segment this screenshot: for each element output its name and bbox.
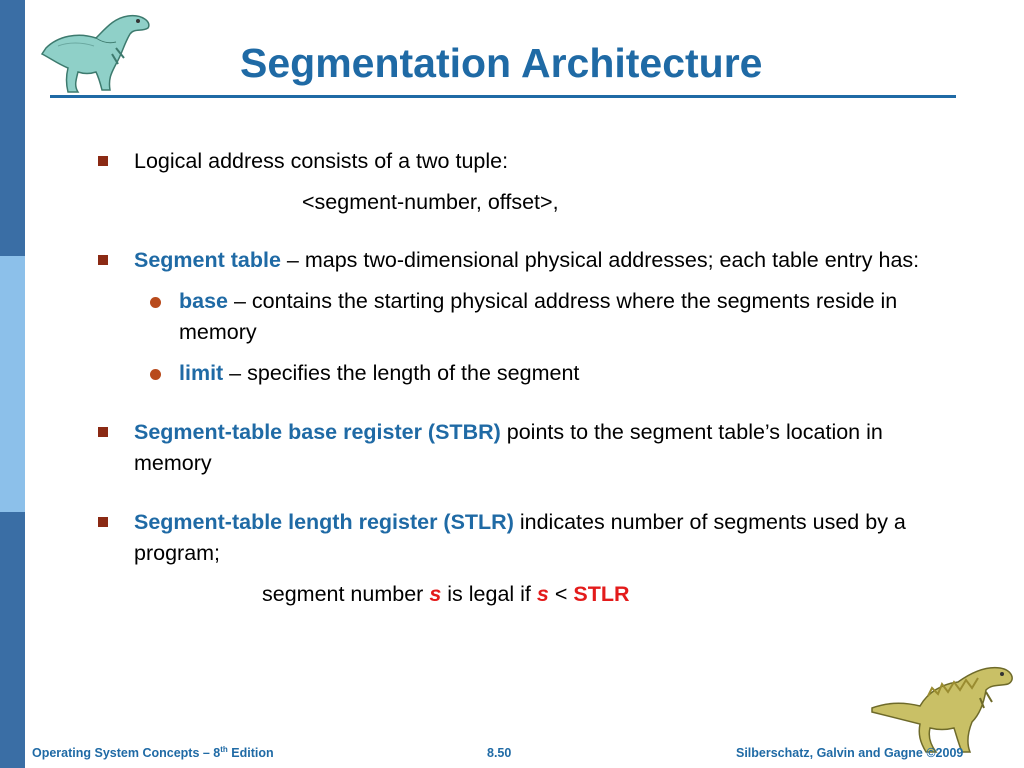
tuple-line: <segment-number, offset>, bbox=[302, 190, 559, 214]
dinosaur-icon bbox=[868, 662, 1018, 758]
bullet-stlr bbox=[96, 507, 956, 569]
variable-s: s bbox=[429, 582, 442, 606]
term-stbr: Segment-table base register (STBR) bbox=[134, 420, 501, 444]
term-segment-table: Segment table bbox=[134, 248, 281, 272]
bullet-text: – maps two-dimensional physical addresses; each table entry has: bbox=[280, 248, 920, 272]
subitem-text: – specifies the length of the segment bbox=[223, 361, 580, 385]
bullet-text: indicates number of segments used by a program; bbox=[134, 510, 906, 565]
slide-body bbox=[96, 146, 956, 610]
left-stripe-middle bbox=[0, 256, 25, 512]
legality-condition bbox=[96, 579, 956, 610]
title-divider bbox=[50, 95, 956, 98]
square-bullet-icon bbox=[98, 156, 108, 166]
footer-page-number: 8.50 bbox=[487, 746, 512, 760]
square-bullet-icon bbox=[98, 427, 108, 437]
subitem-limit bbox=[96, 358, 956, 389]
square-bullet-icon bbox=[98, 517, 108, 527]
slide-title: Segmentation Architecture bbox=[240, 40, 763, 86]
square-bullet-icon bbox=[98, 255, 108, 265]
subitem-text: – contains the starting physical address where the segments reside in memory bbox=[179, 289, 898, 344]
round-bullet-icon bbox=[150, 369, 161, 380]
bullet-stbr bbox=[96, 417, 956, 479]
bullet-text: points to the segment table’s location in memory bbox=[134, 420, 883, 475]
condition-text: segment number bbox=[262, 582, 430, 606]
round-bullet-icon bbox=[150, 297, 161, 308]
dinosaur-icon bbox=[38, 8, 156, 96]
footer-authors: Silberschatz, Galvin and Gagne ©2009 bbox=[736, 746, 964, 760]
term-base: base bbox=[179, 289, 229, 313]
term-stlr: Segment-table length register (STLR) bbox=[134, 510, 514, 534]
term-limit: limit bbox=[179, 361, 224, 385]
footer-book-text: Operating System Concepts – 8 bbox=[32, 746, 221, 760]
footer-book-title bbox=[32, 745, 274, 760]
bullet-logical-address bbox=[96, 146, 956, 177]
subitem-base bbox=[96, 286, 956, 348]
footer-superscript: th bbox=[220, 744, 228, 754]
bullet-text: Logical address consists of a two tuple: bbox=[134, 149, 509, 173]
left-stripe-top bbox=[0, 0, 25, 256]
condition-text: is legal if bbox=[441, 582, 537, 606]
condition-operator: < bbox=[548, 582, 574, 606]
register-stlr: STLR bbox=[573, 582, 630, 606]
footer-edition-text: Edition bbox=[227, 746, 274, 760]
left-stripe-bottom bbox=[0, 512, 25, 768]
bullet-segment-table bbox=[96, 245, 956, 276]
variable-s: s bbox=[536, 582, 549, 606]
